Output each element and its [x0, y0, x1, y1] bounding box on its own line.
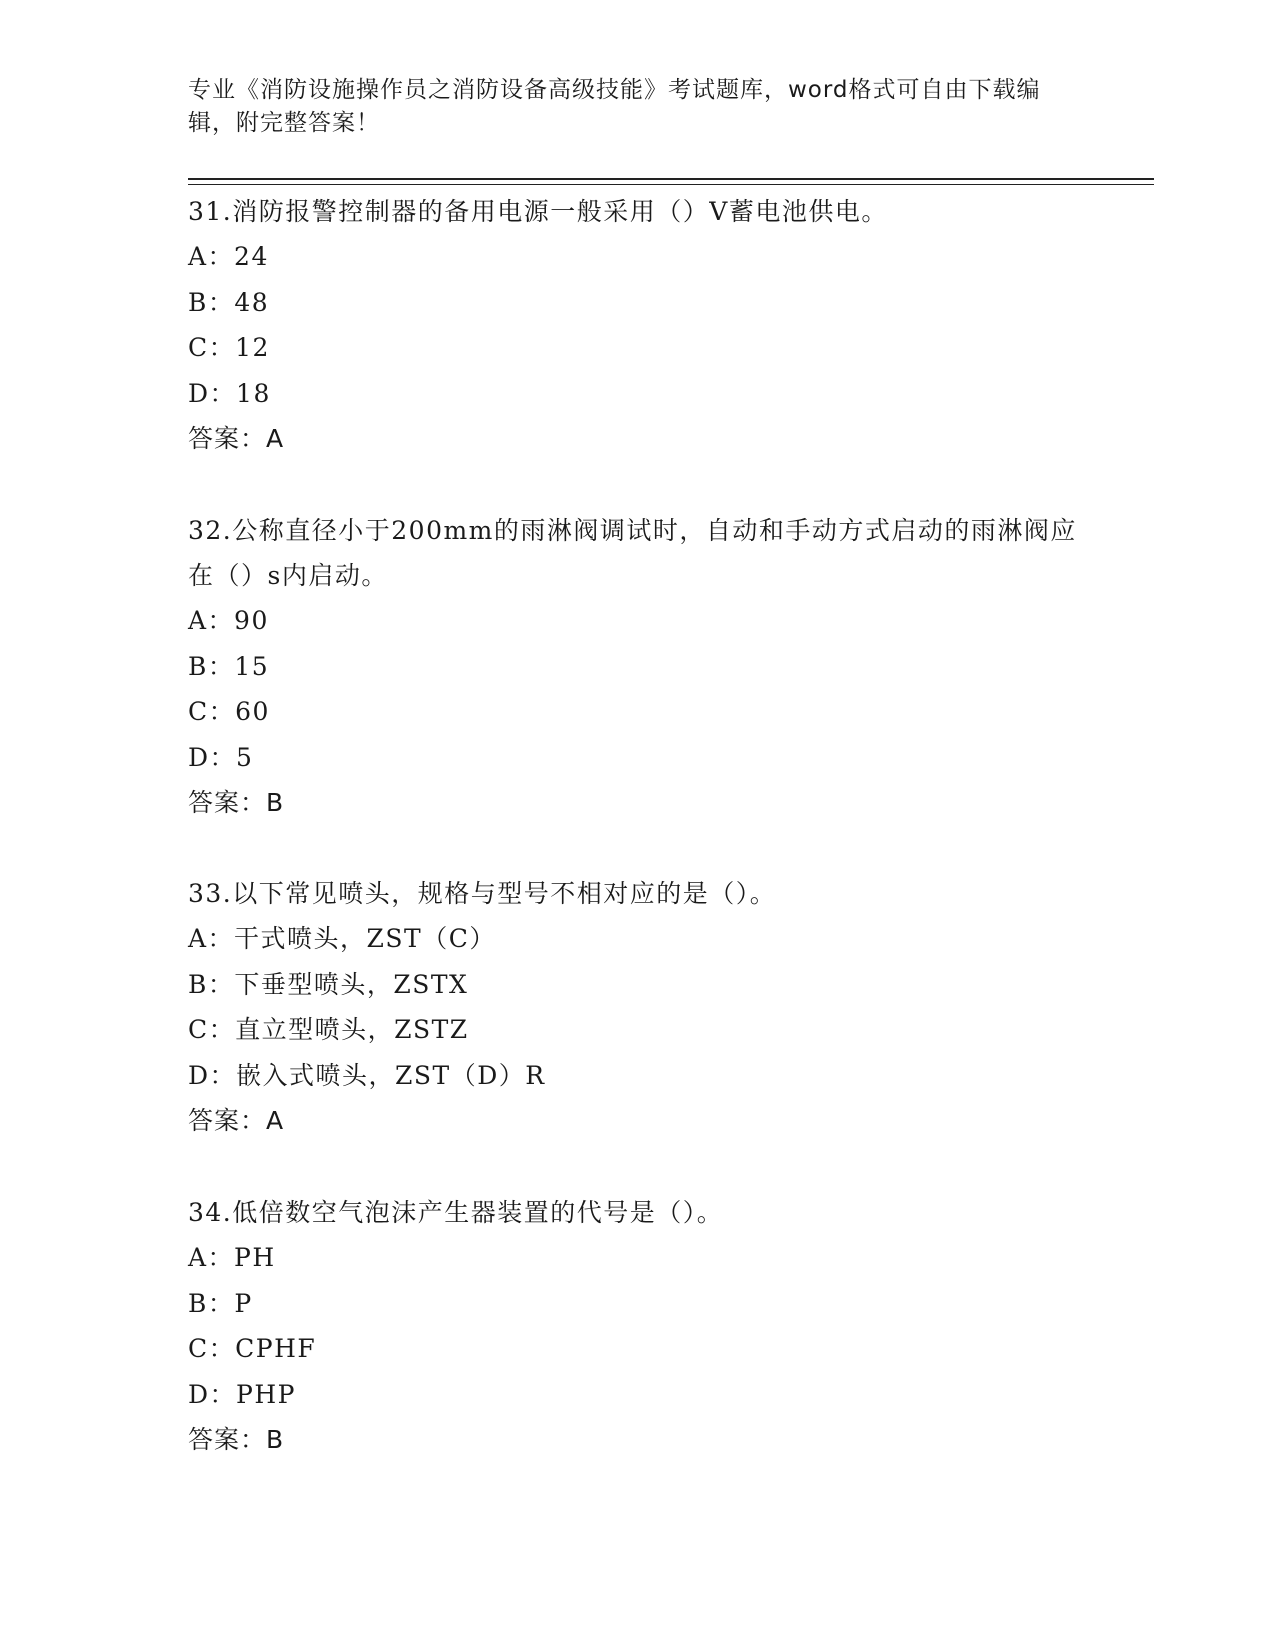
option-d: D：18	[188, 378, 271, 408]
question-stem: 33.以下常见喷头，规格与型号不相对应的是（）。	[188, 879, 777, 908]
option-d: D：嵌入式喷头，ZST（D）R	[188, 1060, 546, 1090]
document-header: 专业《消防设施操作员之消防设备高级技能》考试题库，word格式可自由下载编辑，附完整答案！	[188, 77, 1041, 136]
question-stem: 32.公称直径小于200mm的雨淋阀调试时，自动和手动方式启动的雨淋阀应在（）s内启动。	[188, 516, 1077, 590]
question-34	[188, 1190, 1088, 1462]
option-c: C：12	[188, 333, 270, 362]
option-b: B：P	[188, 1288, 253, 1318]
answer-line: 答案：A	[188, 424, 285, 453]
question-stem: 34.低倍数空气泡沫产生器装置的代号是（）。	[188, 1198, 724, 1227]
option-a: A：干式喷头，ZST（C）	[188, 924, 496, 953]
option-b: B：48	[188, 287, 270, 317]
answer-line: 答案：B	[188, 788, 285, 817]
answer-line: 答案：B	[188, 1425, 285, 1454]
option-c: C：60	[188, 697, 270, 726]
option-a: A：24	[188, 242, 269, 271]
question-31	[188, 189, 1088, 461]
answer-line: 答案：A	[188, 1106, 285, 1135]
option-c: C：直立型喷头，ZSTZ	[188, 1015, 469, 1044]
header-rule-thick	[188, 178, 1154, 180]
option-b: B：下垂型喷头，ZSTX	[188, 969, 469, 999]
question-stem: 31.消防报警控制器的备用电源一般采用（）V蓄电池供电。	[188, 197, 888, 226]
question-32	[188, 508, 1088, 825]
option-d: D：5	[188, 742, 254, 772]
option-c: C：CPHF	[188, 1334, 317, 1363]
option-d: D：PHP	[188, 1379, 296, 1409]
header-rule-thin	[188, 184, 1154, 185]
option-b: B：15	[188, 651, 270, 681]
question-33	[188, 871, 1088, 1143]
option-a: A：PH	[188, 1243, 276, 1272]
option-a: A：90	[188, 606, 269, 635]
